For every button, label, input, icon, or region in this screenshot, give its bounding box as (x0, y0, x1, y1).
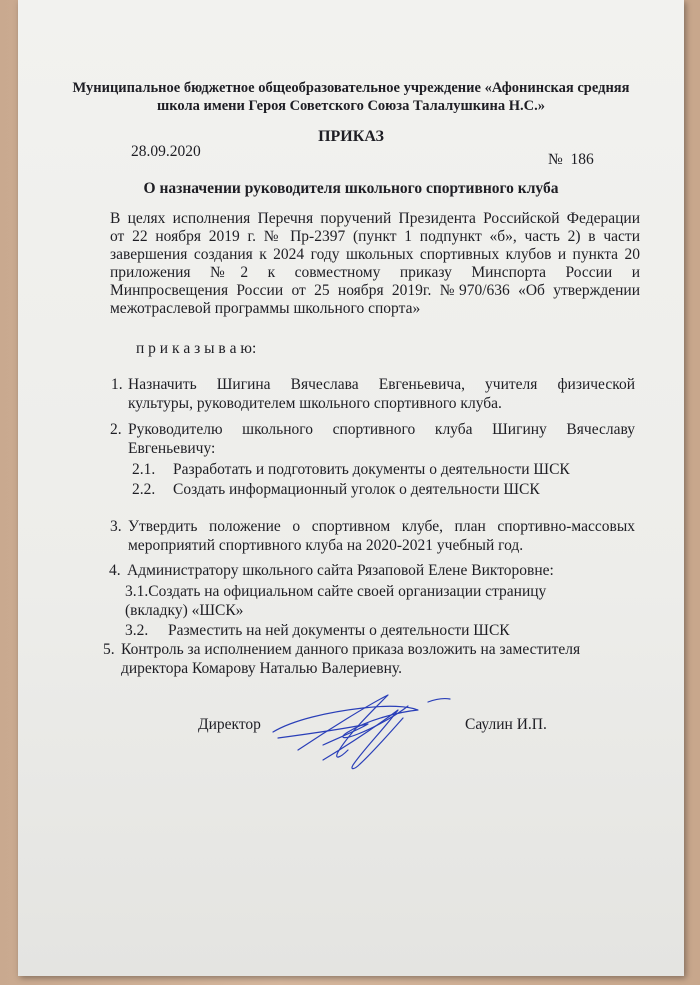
item-5-line-2: директора Комарову Наталью Валериевну. (121, 660, 402, 677)
handwritten-signature (268, 690, 458, 780)
item-2-2-number: 2.2. (132, 481, 156, 498)
document-page (18, 0, 684, 976)
organization-line-2: школа имени Героя Советского Союза Талалушкина Н.С.» (157, 98, 545, 114)
item-4-2-number: 3.2. (125, 622, 149, 639)
item-2-line-1: Руководителю школьного спортивного клуба Шигину Вячеславу (128, 421, 635, 438)
preamble-line-5: Минпросвещения России от 25 ноября 2019г. №970/636 «Об утверждении (110, 282, 640, 299)
preamble-line-1: В целях исполнения Перечня поручений Президента Российской Федерации (110, 210, 640, 227)
item-1-line-2: культуры, руководителем школьного спортивного клуба. (128, 395, 502, 412)
item-2-1-text: Разработать и подготовить документы о деятельности ШСК (173, 461, 570, 478)
item-3-number: 3. (110, 518, 122, 535)
item-3-line-2: мероприятий спортивного клуба на 2020-2021 учебный год. (128, 537, 524, 554)
preamble-line-3: завершения создания к 2024 году школьных спортивных клубов и пункта 20 (110, 246, 640, 263)
item-4-line-1: Администратору школьного сайта Рязаповой Елене Викторовне: (127, 562, 554, 579)
preamble-line-4: приложения №2 к совместному приказу Минспорта России и (110, 264, 640, 281)
item-2-2-text: Создать информационный уголок о деятельности ШСК (173, 481, 540, 498)
item-5-number: 5. (103, 641, 115, 658)
order-subject: О назначении руководителя школьного спортивного клуба (143, 180, 559, 197)
item-5-line-1: Контроль за исполнением данного приказа возложить на заместителя (121, 641, 581, 658)
item-3-line-1: Утвердить положение о спортивном клубе, план спортивно-массовых (128, 518, 635, 535)
order-number-value: 186 (570, 151, 594, 168)
order-title: ПРИКАЗ (318, 128, 384, 145)
item-1-line-1: Назначить Шигина Вячеслава Евгеньевича, учителя физической (128, 376, 635, 393)
signature-role: Директор (198, 716, 261, 733)
order-word: п р и к а з ы в а ю: (136, 340, 257, 357)
item-4-1-line-2: (вкладку) «ШСК» (125, 602, 244, 619)
item-4-number: 4. (109, 562, 121, 579)
preamble-line-6: межотраслевой программы школьного спорта» (110, 300, 421, 317)
preamble-line-2: от 22 ноября 2019 г. № Пр-2397 (пункт 1 подпункт «б», часть 2) в части (110, 228, 640, 245)
item-2-number: 2. (110, 421, 122, 438)
item-2-line-2: Евгеньевичу: (128, 440, 216, 457)
order-date: 28.09.2020 (131, 143, 201, 160)
organization-line-1: Муниципальное бюджетное общеобразовательное учреждение «Афонинская средняя (72, 80, 630, 96)
item-4-2-text: Разместить на ней документы о деятельности ШСК (168, 622, 510, 639)
item-2-1-number: 2.1. (132, 461, 156, 478)
item-1-number: 1. (111, 376, 123, 393)
order-number (548, 151, 594, 169)
item-4-1-line-1: 3.1.Создать на официальном сайте своей организации страницу (125, 583, 547, 600)
order-number-label: № (548, 151, 563, 168)
signature-name: Саулин И.П. (465, 716, 547, 733)
